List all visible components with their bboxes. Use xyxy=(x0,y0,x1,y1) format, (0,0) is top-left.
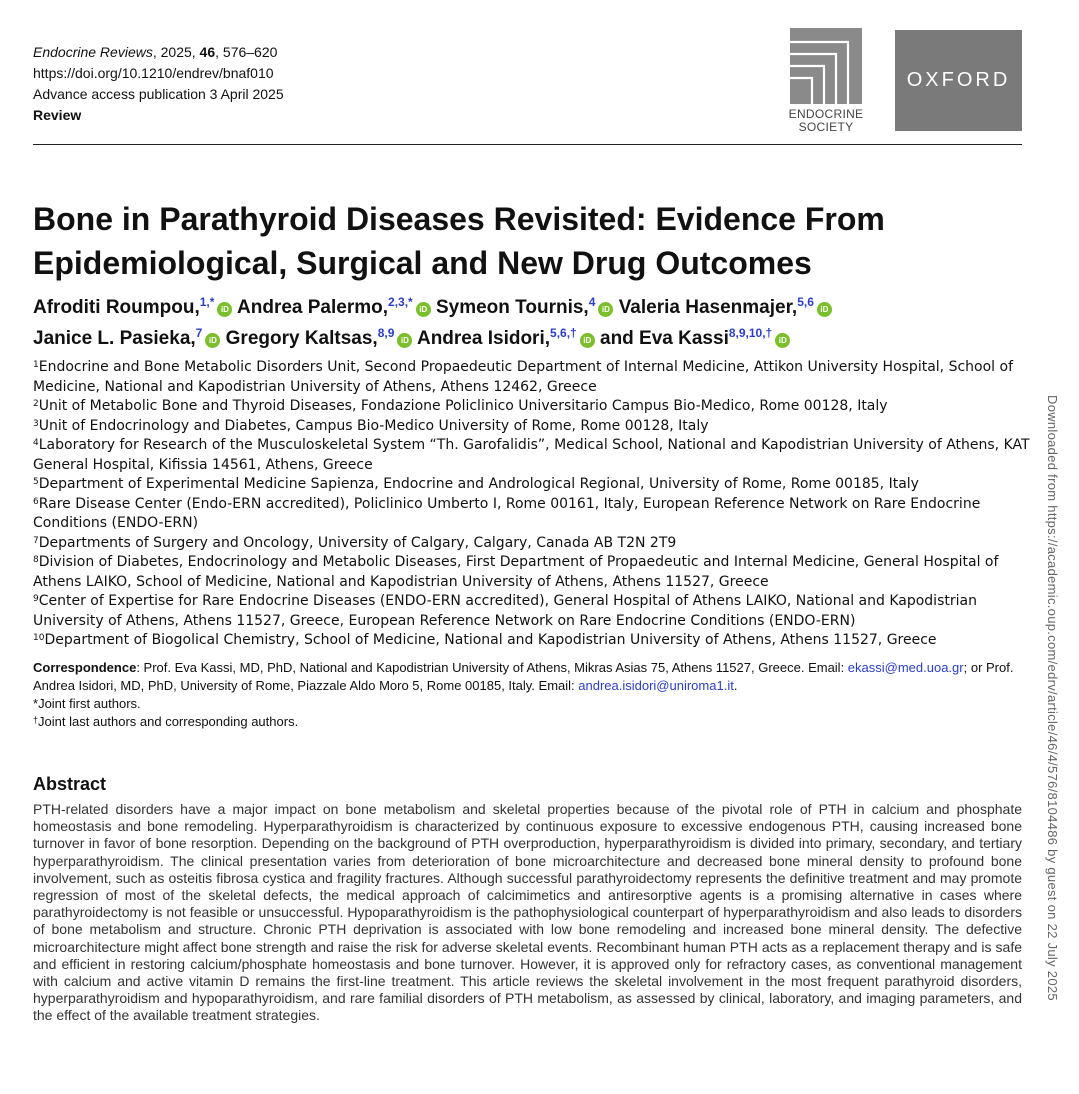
affiliation-text: Endocrine and Bone Metabolic Disorders Unit, Second Propaedeutic Department of Internal Medicine, Attikon University Hospital, School of Medicine, National and Kapodistrian University of Athens, Athens 12462, Greece xyxy=(33,359,1013,395)
affiliation xyxy=(33,534,1033,554)
author-affil-ref[interactable]: 5,6,† xyxy=(550,326,577,340)
affiliation-text: Division of Diabetes, Endocrinology and Metabolic Diseases, First Department of Propaedeutic and Internal Medicine, General Hospital of Athens LAIKO, School of Medicine, National and Kapodistrian University of Athens, Athens 11527, Greece xyxy=(33,554,999,590)
orcid-icon[interactable]: iD xyxy=(775,333,790,348)
orcid-icon[interactable]: iD xyxy=(217,302,232,317)
citation-volume: 46 xyxy=(199,44,216,60)
society-line-2: SOCIETY xyxy=(798,120,854,134)
affiliation-text: Unit of Endocrinology and Diabetes, Campus Bio-Medico University of Rome, Rome 00128, Italy xyxy=(38,417,709,434)
oxford-logo: OXFORD xyxy=(895,30,1022,131)
correspondence-text xyxy=(33,659,1033,695)
download-watermark: Downloaded from https://academic.oup.com/edrv/article/46/4/576/8104486 by guest on 22 July 2025 xyxy=(1045,395,1060,1001)
author-line-2 xyxy=(33,323,1033,354)
affiliation xyxy=(33,436,1033,475)
author-affil-ref[interactable]: 1,* xyxy=(199,295,215,309)
affiliation-text: Rare Disease Center (Endo-ERN accredited), Policlinico Umberto I, Rome 00161, Italy, European Reference Network on Rare Endocrine Conditions (ENDO-ERN) xyxy=(33,495,981,531)
footnote-first-authors xyxy=(33,695,1033,713)
affiliation xyxy=(33,397,1033,417)
affiliation-text: Department of Biogolical Chemistry, School of Medicine, National and Kapodistrian University of Athens, Athens 11527, Greece xyxy=(44,632,937,648)
orcid-icon[interactable]: iD xyxy=(580,333,595,348)
orcid-icon[interactable]: iD xyxy=(817,302,832,317)
affiliation-number: 2 xyxy=(33,399,39,409)
endocrine-society-logo xyxy=(782,28,870,138)
affiliation-number: 9 xyxy=(33,594,39,604)
author-name: Afroditi Roumpou, xyxy=(33,297,200,318)
author-affil-ref[interactable]: 8,9,10,† xyxy=(728,326,773,340)
footnote-text: Joint last authors and corresponding authors. xyxy=(38,714,299,729)
author-name: Gregory Kaltsas, xyxy=(225,328,378,349)
author-affil-ref[interactable]: 8,9 xyxy=(377,326,395,340)
author-affil-ref[interactable]: 2,3,* xyxy=(388,295,413,309)
affiliation-number: 4 xyxy=(33,438,39,448)
header-divider xyxy=(33,144,1022,145)
author-name: Valeria Hasenmajer, xyxy=(618,297,798,318)
footnote-text: Joint first authors. xyxy=(38,696,141,711)
author-line-1 xyxy=(33,292,1033,323)
author-affil-ref[interactable]: 5,6 xyxy=(797,295,814,309)
orcid-icon[interactable]: iD xyxy=(598,302,613,317)
correspondence-part: . xyxy=(733,678,738,693)
affiliation-text: Center of Expertise for Rare Endocrine Diseases (ENDO-ERN accredited), General Hospital of Athens LAIKO, National and Kapodistrian University of Athens, Athens 11527, Greece, European Reference Network on Rare Endocrine Conditions (ENDO-ERN) xyxy=(33,593,977,629)
affiliation xyxy=(33,553,1033,592)
article-type: Review xyxy=(33,107,82,123)
orcid-icon[interactable]: iD xyxy=(205,333,220,348)
affiliation xyxy=(33,475,1033,495)
orcid-icon[interactable]: iD xyxy=(416,302,431,317)
society-emblem-icon xyxy=(790,28,862,104)
correspondence-part: ; or Prof. Andrea Isidori, MD, PhD, University of Rome, Piazzale Aldo Moro 5, Rome 00185, Italy. Email: xyxy=(33,660,1014,693)
affiliation-number: 5 xyxy=(33,477,39,487)
author-name: Symeon Tournis, xyxy=(435,297,589,318)
affiliation-number: 1 xyxy=(33,360,39,370)
society-line-1: ENDOCRINE xyxy=(788,107,864,121)
abstract-heading: Abstract xyxy=(33,774,107,794)
affiliation-number: 3 xyxy=(33,418,39,429)
affiliation-number: 6 xyxy=(33,496,39,507)
citation-pages: , 576–620 xyxy=(215,44,278,60)
author-name: and Eva Kassi xyxy=(600,328,729,349)
affiliation-number: 10 xyxy=(33,633,45,643)
affiliation xyxy=(33,417,1033,437)
affiliation xyxy=(33,358,1033,397)
correspondence-label: Correspondence xyxy=(33,660,137,675)
email-link-kassi[interactable]: ekassi@med.uoa.gr xyxy=(847,660,964,675)
affiliations xyxy=(33,358,1033,651)
footnote-symbol: * xyxy=(33,696,39,711)
article-header xyxy=(33,42,284,126)
article-title: Bone in Parathyroid Diseases Revisited: Evidence From Epidemiological, Surgical and New Drug Outcomes xyxy=(33,201,885,281)
author-name: Andrea Isidori, xyxy=(416,328,551,349)
correspondence-part: : Prof. Eva Kassi, MD, PhD, National and Kapodistrian University of Athens, Mikras Asias 75, Athens 11527, Greece. Email: xyxy=(136,660,848,675)
author-name: Andrea Palermo, xyxy=(237,297,389,318)
citation-line xyxy=(33,42,284,63)
footnote-last-authors xyxy=(33,713,1033,731)
citation-year: , 2025, xyxy=(152,44,200,60)
affiliation-text: Unit of Metabolic Bone and Thyroid Diseases, Fondazione Policlinico Universitario Campus Bio-Medico, Rome 00128, Italy xyxy=(38,398,888,414)
affiliation-number: 8 xyxy=(33,555,39,565)
journal-name: Endocrine Reviews xyxy=(33,44,153,60)
society-name xyxy=(782,108,870,134)
footnote-symbol: † xyxy=(33,715,39,725)
affiliation-text: Departments of Surgery and Oncology, University of Calgary, Calgary, Canada AB T2N 2T9 xyxy=(38,534,677,551)
correspondence xyxy=(33,659,1033,731)
author-list xyxy=(33,292,1033,354)
affiliation xyxy=(33,631,1033,651)
abstract-text: PTH-related disorders have a major impact on bone metabolism and skeletal properties because of the pivotal role of PTH in calcium and phosphate homeostasis and bone remodeling. Hyperparathyroidism is characterized by continuous exposure to excessive endogenous PTH, causing increased bone turnover in favor of bone resorption. Depending on the background of PTH overproduction, hyperparathyroidism is divided into primary, secondary, and tertiary hyperparathyroidism. The clinical presentation varies from deterioration of bone microarchitecture and decreased bone mineral density to profound bone involvement, such as osteitis fibrosa cystica and fragility fractures. Although successful parathyroidectomy represents the definitive treatment and may promote regression of most of the skeletal defects, the medical approach of calcimimetics and antiresorptive agents is a promising alternative in cases where parathyroidectomy is not feasible or unsuccessful. Hypoparathyroidism is the pathophysiological counterpart of hyperparathyroidism and also leads to disorders of bone metabolism and structure. Chronic PTH deprivation is associated with low bone remodeling and increased bone mineral density. The defective microarchitecture might affect bone strength and raise the risk for adverse skeletal events. Recombinant human PTH acts as a replacement therapy and is safe and efficient in restoring calcium/phosphate homeostasis and bone turnover. However, it is approved only for refractory cases, as conventional management with calcium and active vitamin D remains the first-line treatment. This article reviews the skeletal involvement in the most frequent parathyroid disorders, hyperparathyroidism and hypoparathyroidism, and rare familial disorders of PTH metabolism, as assessed by clinical, laboratory, and imaging parameters, and the effect of the available treatment strategies. xyxy=(33,801,1022,1024)
author-affil-ref[interactable]: 7 xyxy=(195,326,203,340)
orcid-icon[interactable]: iD xyxy=(397,333,412,348)
email-link-isidori[interactable]: andrea.isidori@uniroma1.it xyxy=(578,678,734,693)
affiliation xyxy=(33,495,1033,534)
access-date: Advance access publication 3 April 2025 xyxy=(33,86,284,102)
affiliation-number: 7 xyxy=(33,535,39,546)
affiliation xyxy=(33,592,1033,631)
author-affil-ref[interactable]: 4 xyxy=(588,295,596,309)
author-name: Janice L. Pasieka, xyxy=(33,328,196,349)
affiliation-text: Department of Experimental Medicine Sapienza, Endocrine and Andrological Regional, University of Rome, Rome 00185, Italy xyxy=(38,476,919,492)
affiliation-text: Laboratory for Research of the Musculoskeletal System “Th. Garofalidis”, Medical School, National and Kapodistrian University of Athens, KAT General Hospital, Kifissia 14561, Athens, Greece xyxy=(33,437,1030,473)
doi-link[interactable]: https://doi.org/10.1210/endrev/bnaf010 xyxy=(33,65,274,81)
